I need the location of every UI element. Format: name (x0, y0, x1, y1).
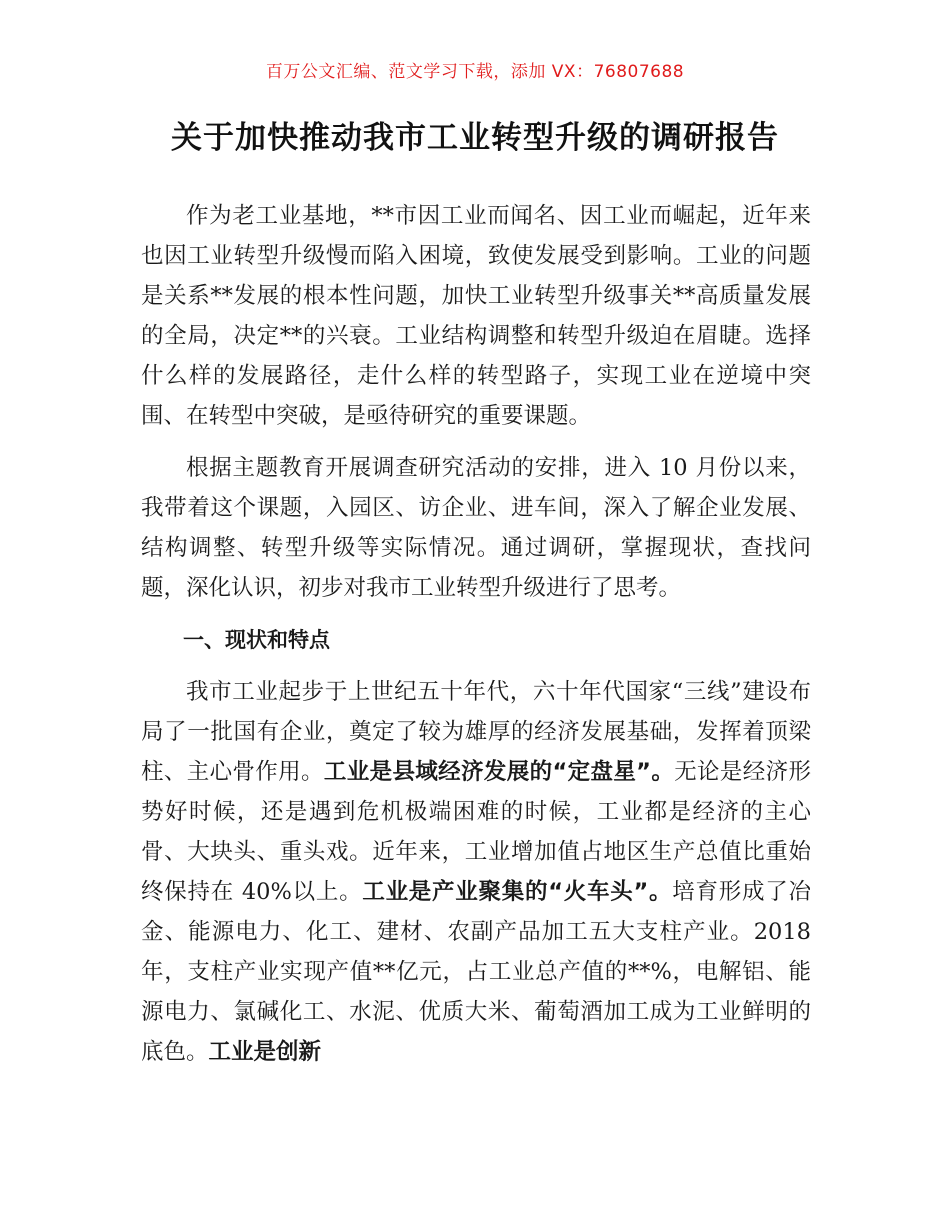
paragraph-status-text-3: 培育形成了冶金、能源电力、化工、建材、农副产品加工五大支柱产业。2018 年，支柱产业实现产值**亿元，占工业总产值的**%，电解铝、能源电力、氯碱化工、水泥、优质大米、葡萄酒加工成为工业鲜明的底色。 (141, 879, 811, 1065)
paragraph-status-bold-1: 工业是县域经济发展的“定盘星”。 (323, 759, 675, 785)
document-title: 关于加快推动我市工业转型升级的调研报告 (171, 120, 779, 156)
section-heading-status: 一、现状和特点 (183, 628, 330, 652)
paragraph-research-arrangement: 根据主题教育开展调查研究活动的安排，进入 10 月份以来，我带着这个课题，入园区、访企业、进车间，深入了解企业发展、结构调整、转型升级等实际情况。通过调研，掌握现状，查找问题，深化认识，初步对我市工业转型升级进行了思考。 (141, 455, 811, 601)
document-body (141, 196, 811, 1084)
paragraph-status-text-2: 无论是经济形势好时候，还是遇到危机极端困难的时候，工业都是经济的主心骨、大块头、重头戏。近年来，工业增加值占地区生产总值比重始终保持在 40%以上。 (141, 759, 811, 905)
paragraph-status-bold-3: 工业是创新 (208, 1039, 322, 1065)
paragraph-status (141, 672, 811, 1072)
paragraph-intro: 作为老工业基地，**市因工业而闻名、因工业而崛起，近年来也因工业转型升级慢而陷入困境，致使发展受到影响。工业的问题是关系**发展的根本性问题，加快工业转型升级事关**高质量发展的全局，决定**的兴衰。工业结构调整和转型升级迫在眉睫。选择什么样的发展路径，走什么样的转型路子，实现工业在逆境中突围、在转型中突破，是亟待研究的重要课题。 (141, 203, 811, 429)
paragraph-status-bold-2: 工业是产业聚集的“火车头”。 (362, 879, 673, 905)
header-banner: 百万公文汇编、范文学习下载，添加 VX：76807688 (265, 62, 685, 82)
paragraph-status-text-1: 我市工业起步于上世纪五十年代，六十年代国家“三线”建设布局了一批国有企业，奠定了较为雄厚的经济发展基础，发挥着顶梁柱、主心骨作用。 (141, 679, 811, 785)
